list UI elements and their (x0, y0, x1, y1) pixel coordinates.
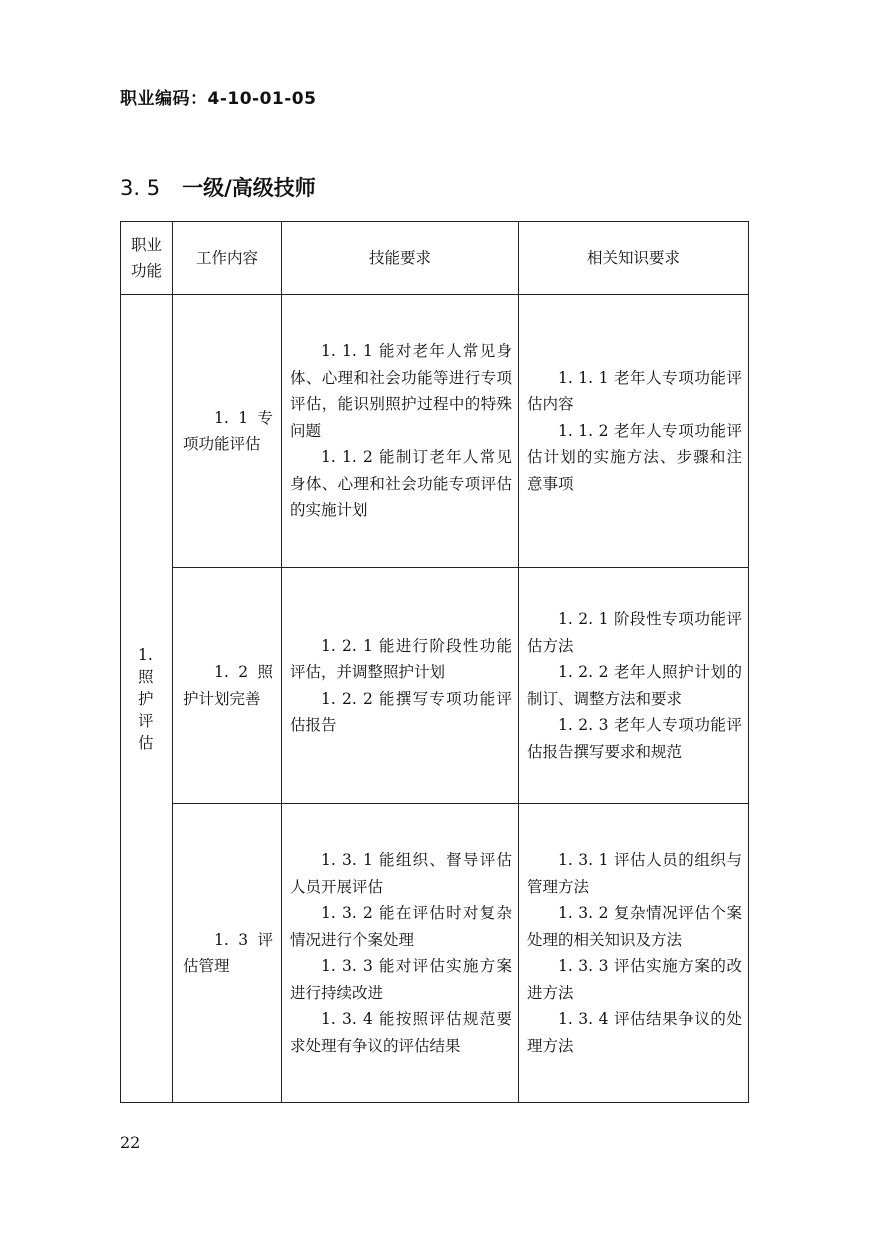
knowledge-item: 1. 2. 3 老年人专项功能评估报告撰写要求和规范 (527, 716, 742, 761)
knowledge-item: 1. 2. 2 老年人照护计划的制订、调整方法和要求 (527, 663, 742, 708)
skill-item: 1. 2. 2 能撰写专项功能评估报告 (290, 689, 512, 734)
skill-cell (282, 804, 519, 1103)
occupation-code-label: 职业编码： (120, 89, 208, 109)
table-row (121, 804, 749, 1103)
table-row (121, 295, 749, 568)
occupation-code (120, 84, 316, 109)
knowledge-item: 1. 3. 1 评估人员的组织与管理方法 (527, 851, 742, 896)
skill-item: 1. 3. 3 能对评估实施方案进行持续改进 (290, 957, 512, 1002)
skill-cell (282, 568, 519, 804)
skill-item: 1. 3. 1 能组织、督导评估人员开展评估 (290, 851, 512, 896)
work-content-cell (173, 295, 282, 568)
knowledge-item: 1. 1. 1 老年人专项功能评估内容 (527, 368, 742, 414)
header-work: 工作内容 (173, 222, 282, 295)
knowledge-cell (519, 295, 749, 568)
function-cell (121, 295, 173, 1103)
skill-item: 1. 3. 4 能按照评估规范要求处理有争议的评估结果 (290, 1010, 512, 1055)
work-content-text: 1. 2 照护计划完善 (183, 663, 273, 708)
table-row (121, 568, 749, 804)
knowledge-cell (519, 568, 749, 804)
skill-item: 1. 1. 1 能对老年人常见身体、心理和社会功能等进行专项评估，能识别照护过程中的特殊问题 (290, 342, 512, 440)
knowledge-cell (519, 804, 749, 1103)
header-function: 职业功能 (121, 222, 173, 295)
knowledge-item: 1. 1. 2 老年人专项功能评估计划的实施方法、步骤和注意事项 (527, 421, 742, 493)
skill-standard-table (120, 221, 749, 1103)
knowledge-item: 1. 2. 1 阶段性专项功能评估方法 (527, 610, 742, 655)
section-number: 3. 5 (120, 176, 161, 200)
table-header-row (121, 222, 749, 295)
work-content-cell (173, 568, 282, 804)
page-number: 22 (120, 1133, 141, 1152)
header-skill: 技能要求 (282, 222, 519, 295)
function-number: 1. (138, 645, 153, 664)
skill-item: 1. 1. 2 能制订老年人常见身体、心理和社会功能专项评估的实施计划 (290, 448, 512, 520)
skill-cell (282, 295, 519, 568)
function-char: 护 (138, 689, 154, 708)
skill-item: 1. 2. 1 能进行阶段性功能评估，并调整照护计划 (290, 636, 512, 681)
header-knowledge: 相关知识要求 (519, 222, 749, 295)
knowledge-item: 1. 3. 2 复杂情况评估个案处理的相关知识及方法 (527, 904, 742, 949)
work-content-cell (173, 804, 282, 1103)
occupation-code-value: 4-10-01-05 (207, 89, 317, 109)
skill-item: 1. 3. 2 能在评估时对复杂情况进行个案处理 (290, 904, 512, 949)
work-content-text: 1. 1 专项功能评估 (183, 408, 273, 453)
knowledge-item: 1. 3. 4 评估结果争议的处理方法 (527, 1010, 742, 1055)
function-char: 估 (138, 733, 154, 752)
knowledge-item: 1. 3. 3 评估实施方案的改进方法 (527, 957, 742, 1002)
section-title-text: 一级/高级技师 (182, 176, 316, 200)
section-title (120, 172, 316, 202)
work-content-text: 1. 3 评估管理 (183, 930, 273, 975)
function-char: 评 (138, 711, 154, 730)
function-char: 照 (138, 667, 154, 686)
